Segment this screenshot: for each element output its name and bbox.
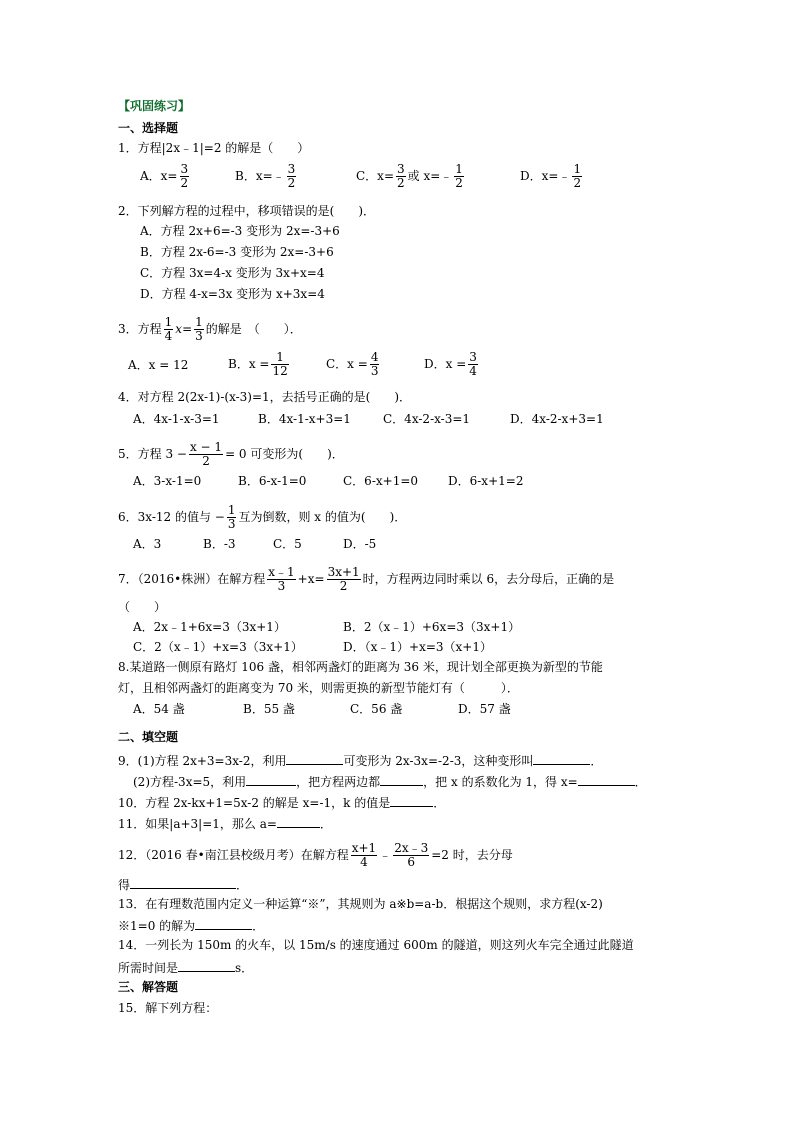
- q3-option-a: A．x = 12: [128, 358, 189, 372]
- q11-text-a: 11．如果|a+3|=1，那么 a=: [118, 817, 277, 831]
- fraction: [468, 351, 478, 378]
- numerator: 2x﹣3: [394, 841, 429, 855]
- q7-option-a: A．2x﹣1+6x=3（3x+1）: [133, 620, 286, 634]
- numerator: 1: [227, 503, 236, 517]
- q1-c-mid: 或 x=﹣: [407, 169, 453, 183]
- q1-option-b: [235, 163, 298, 190]
- numerator: 3: [287, 162, 296, 176]
- q2-stem: 2．下列解方程的过程中，移项错误的是( )．: [118, 204, 375, 218]
- q2-option-a: A．方程 2x+6=-3 变形为 2x=-3+6: [140, 224, 340, 238]
- q7-option-b: B．2（x﹣1）+6x=3（3x+1）: [343, 620, 521, 634]
- q3-option-b: [228, 351, 291, 378]
- q12-suffix: =2 时，去分母: [431, 848, 513, 862]
- q7-stem-prefix: 7．（2016•株洲）在解方程: [118, 572, 266, 586]
- fraction: [351, 842, 377, 869]
- q4-option-b: B．4x-1-x+3=1: [258, 412, 351, 426]
- q1-d-prefix: D．x=﹣: [520, 169, 571, 183]
- numerator: 3: [180, 162, 189, 176]
- q8-option-d: D．57 盏: [458, 702, 511, 716]
- denominator: 2: [202, 454, 210, 468]
- denominator: 3: [370, 364, 379, 378]
- q4-option-d: D．4x-2-x+3=1: [510, 412, 604, 426]
- answer-blank[interactable]: [277, 815, 320, 828]
- q14-line2: [118, 959, 253, 976]
- q10-text-b: ．: [433, 796, 446, 810]
- q9-1-text-b: 可变形为 2x-3x=-2-3，这种变形叫: [343, 754, 534, 768]
- q14-line2-text-a: 所需时间是: [118, 961, 179, 975]
- answer-blank[interactable]: [195, 917, 252, 930]
- q14-line2-text-b: s．: [235, 961, 254, 975]
- q11-text-b: ．: [319, 817, 332, 831]
- denominator: 2: [455, 176, 463, 190]
- q5-stem: [118, 441, 344, 468]
- fraction: [393, 842, 429, 869]
- fraction: [287, 163, 297, 190]
- q13-line2-text-a: ※1=0 的解为: [118, 919, 196, 933]
- denominator: 2: [397, 176, 405, 190]
- q1-option-d: [520, 163, 584, 190]
- q12-prefix: 12．（2016 春•南江县校级月考）在解方程: [118, 848, 349, 862]
- part1-heading: 一、选择题: [118, 121, 179, 135]
- denominator: 4: [469, 364, 477, 378]
- denominator: 12: [272, 364, 288, 378]
- numerator: x﹣1: [268, 565, 295, 579]
- q12-line2: [118, 876, 248, 893]
- q3-option-d: [424, 351, 480, 378]
- denominator: 2: [287, 176, 296, 190]
- fraction: [572, 163, 582, 190]
- numerator: 1: [195, 315, 203, 329]
- q5-option-a: A．3-x-1=0: [133, 474, 202, 488]
- q7-stem-suffix: 时，方程两边同时乘以 6，去分母后，正确的是: [362, 572, 615, 586]
- answer-blank[interactable]: [178, 959, 235, 972]
- q10-text-a: 10．方程 2x-kx+1=5x-2 的解是 x=-1，k 的值是: [118, 796, 391, 810]
- answer-blank[interactable]: [578, 773, 635, 786]
- numerator: 3x+1: [327, 565, 360, 579]
- numerator: 3: [469, 350, 477, 364]
- q1-stem: 1．方程|2x﹣1|=2 的解是（ ）: [118, 141, 310, 155]
- q8-line2: 灯，且相邻两盏灯的距离变为 70 米，则需更换的新型节能灯有（ ）．: [118, 681, 519, 695]
- q7-stem-mid: +x=: [297, 572, 325, 586]
- q14-line1: 14．一列长为 150m 的火车，以 15m/s 的速度通过 600m 的隧道，则这列火车完全通过此隧道: [118, 938, 634, 952]
- q3-stem-suffix: 的解是 （ ）．: [205, 322, 302, 336]
- q4-option-c: C．4x-2-x-3=1: [383, 412, 471, 426]
- q9-part1: [118, 752, 602, 769]
- answer-blank[interactable]: [286, 752, 343, 765]
- fraction: [454, 163, 464, 190]
- q8-option-b: B．55 盏: [243, 702, 295, 716]
- q8-line1: 8.某道路一侧原有路灯 106 盏，相邻两盏灯的距离为 36 米，现计划全部更换为新型的节能: [118, 660, 603, 674]
- numerator: 1: [455, 162, 463, 176]
- q9-1-text-a: 9．(1)方程 2x+3=3x-2，利用: [118, 754, 287, 768]
- answer-blank[interactable]: [533, 752, 590, 765]
- denominator: 3: [277, 579, 286, 593]
- numerator: 1: [271, 351, 288, 365]
- q5-stem-prefix: 5．方程 3 −: [118, 447, 187, 461]
- denominator: 3: [227, 517, 236, 531]
- q12: [118, 842, 513, 869]
- fraction: [396, 163, 406, 190]
- section-title: 【巩固练习】: [118, 99, 191, 113]
- equals-sign: =: [182, 322, 193, 336]
- q2-option-b: B．方程 2x-6=-3 变形为 2x=-3+6: [140, 245, 334, 259]
- q7-answer-paren: （ ）: [118, 600, 167, 614]
- q3-option-c: [326, 351, 381, 378]
- q9-part2: [133, 773, 647, 790]
- q7-stem: [118, 566, 614, 593]
- q5-option-b: B．6-x-1=0: [238, 474, 307, 488]
- q2-option-d: D．方程 4-x=3x 变形为 x+3x=4: [140, 287, 325, 301]
- q15-stem: 15．解下列方程：: [118, 1001, 218, 1015]
- q6-stem-prefix: 6．3x-12 的值与 −: [118, 510, 225, 524]
- fraction: [227, 504, 237, 531]
- denominator: 3: [195, 329, 203, 343]
- fraction: [180, 163, 190, 190]
- minus-sign: ﹣: [379, 848, 392, 862]
- q8-option-c: C．56 盏: [350, 702, 403, 716]
- denominator: 2: [573, 176, 582, 190]
- denominator: 2: [180, 176, 189, 190]
- q1-a-prefix: A．x=: [140, 169, 178, 183]
- q7-option-c: C．2（x﹣1）+x=3（3x+1）: [133, 640, 303, 654]
- q6-option-c: C．5: [273, 537, 302, 551]
- q6-stem-suffix: 互为倒数，则 x 的值为( )．: [238, 510, 407, 524]
- fraction: [327, 566, 361, 593]
- q11: [118, 815, 332, 832]
- numerator: 1: [164, 315, 173, 329]
- answer-blank[interactable]: [380, 773, 423, 786]
- q9-1-text-c: ．: [590, 754, 603, 768]
- q9-2-text-d: ．: [634, 775, 647, 789]
- denominator: 4: [360, 855, 368, 869]
- q1-b-prefix: B．x=﹣: [235, 169, 285, 183]
- q3-c-prefix: C．x =: [326, 357, 368, 371]
- q5-option-d: D．6-x+1=2: [448, 474, 524, 488]
- q5-stem-suffix: = 0 可变形为( )．: [225, 447, 344, 461]
- q4-option-a: A．4x-1-x-3=1: [133, 412, 220, 426]
- variable-x: x: [175, 322, 183, 336]
- part3-heading: 三、解答题: [118, 980, 179, 994]
- q12-line2-text: 得: [118, 878, 131, 892]
- q6-option-b: B．-3: [203, 537, 236, 551]
- q13-line2: [118, 917, 264, 934]
- denominator: 2: [339, 579, 348, 593]
- q8-option-a: A．54 盏: [133, 702, 185, 716]
- denominator: 4: [164, 329, 173, 343]
- numerator: 4: [370, 350, 379, 364]
- part2-heading: 二、填空题: [118, 730, 179, 744]
- fraction: [267, 566, 295, 593]
- answer-blank[interactable]: [390, 794, 433, 807]
- q1-option-c: [356, 163, 466, 190]
- q10: [118, 794, 445, 811]
- fraction: [189, 441, 223, 468]
- answer-blank[interactable]: [246, 773, 296, 786]
- fraction: [271, 351, 288, 378]
- q1-option-a: [140, 163, 191, 190]
- q13-line1: 13．在有理数范围内定义一种运算“※”，其规则为 a※b=a-b．根据这个规则，求方程(x-2): [118, 897, 603, 911]
- fraction: [194, 316, 204, 343]
- fraction: [164, 316, 174, 343]
- numerator: x − 1: [189, 440, 223, 454]
- q9-2-text-a: (2)方程-3x=5，利用: [133, 775, 247, 789]
- answer-blank[interactable]: [130, 876, 236, 889]
- numerator: 1: [573, 162, 582, 176]
- q7-option-d: D．（x﹣1）+x=3（x+1）: [343, 640, 492, 654]
- q6-stem: [118, 504, 406, 531]
- q6-option-d: D．-5: [343, 537, 377, 551]
- q9-2-text-c: ，把 x 的系数化为 1，得 x=: [423, 775, 578, 789]
- q3-stem-prefix: 3．方程: [118, 322, 162, 336]
- q4-stem: 4．对方程 2(2x-1)-(x-3)=1，去括号正确的是( )．: [118, 390, 412, 404]
- q9-2-text-b: ，把方程两边都: [296, 775, 381, 789]
- q12-end: ．: [236, 878, 249, 892]
- numerator: 3: [397, 162, 405, 176]
- q2-option-c: C．方程 3x=4-x 变形为 3x+x=4: [140, 266, 325, 280]
- q6-option-a: A．3: [133, 537, 162, 551]
- q5-option-c: C．6-x+1=0: [343, 474, 419, 488]
- fraction: [370, 351, 380, 378]
- q13-line2-text-b: ．: [252, 919, 265, 933]
- q3-b-prefix: B．x =: [228, 357, 270, 371]
- q3-stem: [118, 316, 302, 343]
- numerator: x+1: [351, 841, 377, 855]
- q3-d-prefix: D．x =: [424, 357, 467, 371]
- denominator: 6: [407, 855, 416, 869]
- q1-c-prefix: C．x=: [356, 169, 395, 183]
